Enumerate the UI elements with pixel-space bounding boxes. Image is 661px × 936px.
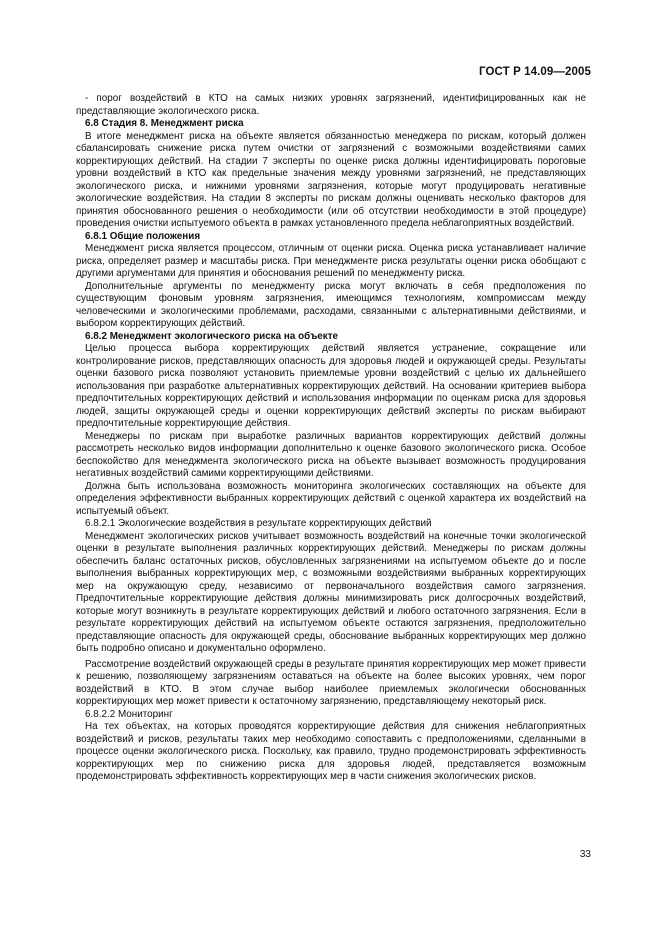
paragraph: Менеджмент риска является процессом, отличным от оценки риска. Оценка риска устанавливает наличие риска, определяет размер и масштабы риска. При менеджменте риска результаты оценки риска обобщают с другими аргументами для принятия и обоснования решений по менеджменту риска. — [76, 243, 586, 279]
paragraph: - порог воздействий в КТО на самых низких уровнях загрязнений, идентифицированных как не представляющие экологического риска. — [76, 93, 586, 117]
section-heading: 6.8 Стадия 8. Менеджмент риска — [85, 118, 244, 129]
paragraph: Целью процесса выбора корректирующих действий является устранение, сокращение или контролирование рисков, представляющих опасность для здоровья людей и окружающей среды. Результаты оценки базового риска позволяют установить приемлемые уровни воздействий с целью их дальнейшего использования при разработке альтернативных корректирующих действий. На основании критериев выбора предпочтительных корректирующих действий и использования информации по оценкам риска для здоровья людей, защиты окружающей среды и оценки корректирующих действий эксперты по рискам выбирают предпочтительные корректирующие действия. — [76, 343, 586, 429]
paragraph: Дополнительные аргументы по менеджменту риска могут включать в себя предположения по существующим фоновым уровням загрязнения, имеющимся технологиям, компромиссам между человеческими и экологическими проблемами, расходами, связанными с альтернативными действиями, и выбором корректирующих действий. — [76, 280, 586, 329]
section-heading: 6.8.2 Менеджмент экологического риска на объекте — [85, 330, 339, 342]
paragraph: Менеджмент экологических рисков учитывает возможность воздействий на конечные точки экологической оценки в результате выполнения различных корректирующих действий. Менеджеры по рискам должны обеспечить баланс остаточных рисков, обусловленных загрязнениями на испытуемом объекте до и после выполнения выбранных корректирующих мер, с возможными воздействиями выбранных корректирующих мер на окружающую среду, независимо от первоначального воздействия самого загрязнения. Предпочтительные корректирующие действия должны минимизировать риск долгосрочных воздействий, которые могут возникнуть в результате корректирующих действий и любого остаточного загрязнения. Если в результате корректирующих действий на испытуемом объекте остаются загрязнения, предположительно представляющие опасность для окружающей среды, обоснование выбранных корректирующих мер должно быть подробно описано и документально оформлено. — [76, 530, 586, 654]
document-body — [76, 93, 586, 784]
page-number: 33 — [579, 849, 591, 860]
paragraph: В итоге менеджмент риска на объекте является обязанностью менеджера по рискам, который должен сбалансировать снижение риска путем очистки от загрязнений с возможными воздействиями самих корректирующих действий. На стадии 7 эксперты по оценке риска должны идентифицировать пороговые уровни воздействий в КТО как предельные значения между уровнями загрязнений, не представляющих экологического риска, и нижними уровнями загрязнения, которые могут продуцировать негативные экологические воздействия. На стадии 8 эксперты по рискам должны оценивать несколько факторов для принятия обоснованного решения о необходимости (или об отсутствии необходимости в этой процедуре) проведения очистки испытуемого объекта в рамках установленного предела неблагоприятных воздействий. — [76, 130, 586, 229]
paragraph: Рассмотрение воздействий окружающей среды в результате принятия корректирующих мер может привести к решению, позволяющему загрязнениям оставаться на объекте на более высоких уровнях, чем порог воздействий в КТО. В этом случае выбор наиболее приемлемых экологически обоснованных корректирующих мер может привести к остаточному загрязнению, представляющему некоторый риск. — [76, 658, 586, 707]
section-heading: 6.8.1 Общие положения — [85, 230, 201, 242]
paragraph: Должна быть использована возможность мониторинга экологических составляющих на объекте для определения эффективности выбранных корректирующих действий с оценкой характера их воздействий на испытуемый объект. — [76, 480, 586, 517]
paragraph: Менеджеры по рискам при выработке различных вариантов корректирующих действий должны рассмотреть несколько видов информации дополнительно к оценке базового экологического риска. Особое беспокойство для менеджмента экологического риска на объекте вызывает возможность продуцирования негативных воздействий самими корректирующими действиями. — [76, 430, 586, 479]
section-heading: 6.8.2.2 Мониторинг — [85, 708, 173, 720]
section-heading: 6.8.2.1 Экологические воздействия в результате корректирующих действий — [85, 518, 432, 529]
paragraph: На тех объектах, на которых проводятся корректирующие действия для снижения неблагоприятных воздействий и рисков, результаты таких мер необходимо сопоставить с предположениями, сделанными в процессе оценки экологического риска. Поскольку, как правило, трудно продемонстрировать эффективность корректирующих мер по снижению риска для здоровья людей, представляется возможным продемонстрировать эффективность корректирующих мер в части снижения экологических рисков. — [76, 721, 586, 782]
document-code: ГОСТ Р 14.09—2005 — [479, 66, 591, 78]
